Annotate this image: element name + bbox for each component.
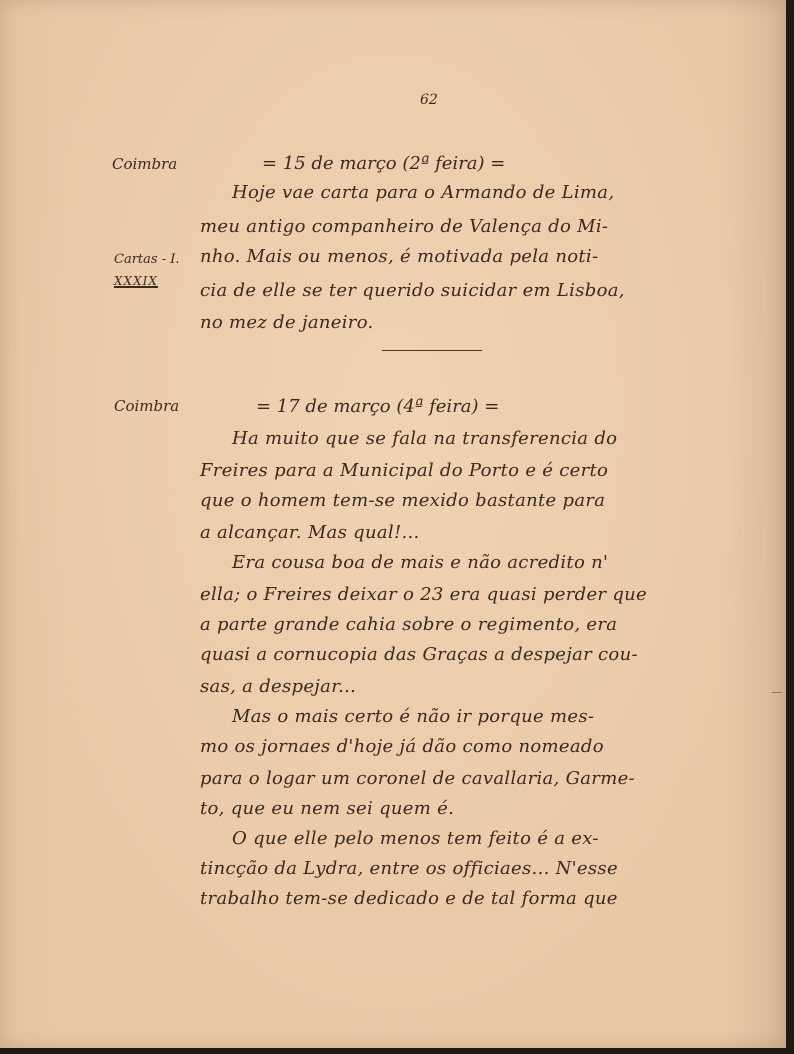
entry-line: meu antigo companheiro de Valença do Mi- bbox=[200, 216, 609, 237]
paper-fold-mark bbox=[772, 692, 782, 693]
margin-label: Cartas - I. bbox=[114, 252, 180, 267]
section-divider bbox=[382, 350, 482, 351]
entry-line: Era cousa boa de mais e não acredito n' bbox=[232, 552, 609, 573]
scan-edge-right bbox=[786, 0, 794, 1054]
entry-line: Mas o mais certo é não ir porque mes- bbox=[232, 706, 595, 727]
entry-line: sas, a despejar... bbox=[200, 676, 357, 697]
entry-line: Freires para a Municipal do Porto e é certo bbox=[200, 460, 609, 481]
entry-line: to, que eu nem sei quem é. bbox=[200, 798, 455, 819]
entry-date: = 17 de março (4ª feira) = bbox=[256, 396, 500, 417]
entry-line: trabalho tem-se dedicado e de tal forma que bbox=[200, 888, 618, 909]
entry-place: Coimbra bbox=[114, 397, 180, 415]
entry-line: cia de elle se ter querido suicidar em Lisboa, bbox=[200, 280, 625, 301]
entry-line: Hoje vae carta para o Armando de Lima, bbox=[232, 182, 615, 203]
scan-edge-bottom bbox=[0, 1048, 794, 1054]
page-number: 62 bbox=[420, 92, 438, 108]
entry-line: no mez de janeiro. bbox=[200, 312, 374, 333]
entry-line: a parte grande cahia sobre o regimento, era bbox=[200, 614, 618, 635]
entry-line: quasi a cornucopia das Graças a despejar cou- bbox=[200, 644, 638, 665]
entry-line: tincção da Lydra, entre os officiaes... N'esse bbox=[200, 858, 618, 879]
entry-place: Coimbra bbox=[112, 155, 178, 173]
entry-line: O que elle pelo menos tem feito é a ex- bbox=[232, 828, 599, 849]
entry-line: a alcançar. Mas qual!... bbox=[200, 522, 420, 543]
entry-line: que o homem tem-se mexido bastante para bbox=[200, 490, 606, 511]
margin-reference: XXXIX bbox=[114, 274, 158, 288]
entry-line: nho. Mais ou menos, é motivada pela noti- bbox=[200, 246, 599, 267]
entry-line: ella; o Freires deixar o 23 era quasi perder que bbox=[200, 584, 648, 605]
entry-line: Ha muito que se fala na transferencia do bbox=[232, 428, 618, 449]
entry-date: = 15 de março (2ª feira) = bbox=[262, 153, 506, 174]
entry-line: mo os jornaes d'hoje já dão como nomeado bbox=[200, 736, 604, 757]
entry-line: para o logar um coronel de cavallaria, Garme- bbox=[200, 768, 635, 789]
